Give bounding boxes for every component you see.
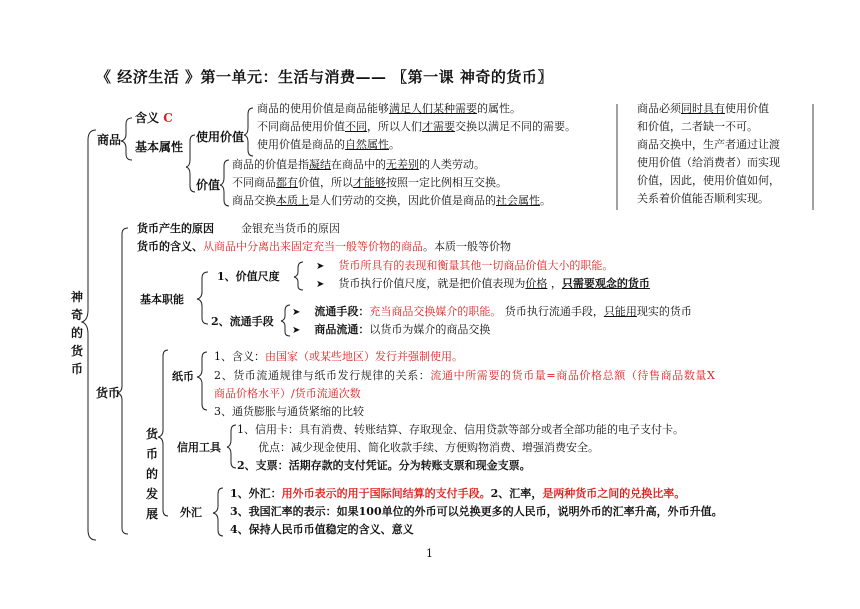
side-note-line-4: 使用价值（给消费者）而实现 <box>637 156 780 169</box>
fx-line-1: 1、外汇：用外币表示的用于国际间结算的支付手段。2、汇率，是两种货币之间的兑换比率。 <box>230 487 686 500</box>
credit-bracket <box>227 425 236 468</box>
origin-label: 货币产生的原因 <box>137 222 214 235</box>
f1-bracket <box>294 262 303 290</box>
jiazhi-bracket <box>220 160 229 206</box>
meaning-label: 货币的含义、 <box>137 240 203 253</box>
hanyi-value: C <box>163 111 173 125</box>
f2-item-2: ➤ 商品流通：以货币为媒介的商品交换 <box>292 323 491 336</box>
side-note-line-1: 商品必须同时具有使用价值 <box>637 102 769 115</box>
dev-label: 货 币 的 发 展 <box>145 427 158 521</box>
hanyi-label: 含义 C <box>135 111 173 125</box>
shiyong-line-1: 商品的使用价值是商品能够满足人们某种需要的属性。 <box>257 102 521 115</box>
shiyong-line-2: 不同商品使用价值不同，所以人们才需要交换以满足不同的需要。 <box>257 120 576 133</box>
meaning-row <box>137 241 511 252</box>
arrow-bullet-icon: ➤ <box>316 261 325 272</box>
jiazhi-line-1: 商品的价值是指凝结在商品中的无差别的人类劳动。 <box>232 158 485 171</box>
credit-line-1: 1、信用卡：具有消费、转账结算、存取现金、信用贷款等部分或者全部功能的电子支付卡。 <box>237 423 684 436</box>
paper-line-3: 商品价格水平）/货币流通次数 <box>214 387 361 400</box>
paper-label: 纸币 <box>172 370 194 383</box>
fx-line-3: 4、保持人民币币值稳定的含义、意义 <box>230 523 414 536</box>
root-bracket <box>82 130 96 540</box>
meaning-essence: 。本质一般等价物 <box>423 240 511 253</box>
jiben-label: 基本属性 <box>135 140 184 154</box>
jiazhi-line-3: 商品交换本质上是人们劳动的交换，因此价值是商品的社会属性。 <box>232 194 551 207</box>
arrow-bullet-icon: ➤ <box>316 279 325 290</box>
credit-line-2: 优点：减少现金使用、简化收款手续、方便购物消费、增强消费安全。 <box>258 441 599 454</box>
origin-value: 金银充当货币的原因 <box>241 222 340 235</box>
shangpin-bracket <box>121 118 132 160</box>
jiazhi-label: 价值 <box>196 178 221 192</box>
root-label: 神 奇 的 货 币 <box>70 290 83 376</box>
fx-line-2: 3、我国汇率的表示：如果100单位的外币可以兑换更多的人民币，说明外币的汇率升高，外币升值。 <box>230 505 723 518</box>
page-title: 《 经济生活 》第一单元：生活与消费—— 〖第一课 神奇的货币〗 <box>96 68 553 86</box>
huobi-bracket <box>117 228 128 534</box>
credit-label: 信用工具 <box>177 441 221 454</box>
fx-label: 外汇 <box>180 506 202 519</box>
dev-bracket <box>158 350 168 516</box>
f2-label: 2、流通手段 <box>211 315 274 328</box>
f1-item-2: ➤ 货币执行价值尺度，就是把价值表现为价格 ，只需要观念的货币 <box>316 277 650 290</box>
jiben-bracket <box>186 135 195 192</box>
shiyong-bracket <box>244 108 253 156</box>
credit-line-3: 2、支票：活期存款的支付凭证。分为转账支票和现金支票。 <box>237 459 531 472</box>
f2-item-1: ➤ 流通手段：充当商品交换媒介的职能。 货币执行流通手段，只能用现实的货币 <box>292 305 692 318</box>
side-note-line-3: 商品交换中，生产者通过让渡 <box>637 138 780 151</box>
arrow-bullet-icon: ➤ <box>292 325 301 336</box>
meaning-definition: 从商品中分离出来固定充当一般等价物的商品 <box>203 240 423 253</box>
page-number: 1 <box>426 547 433 560</box>
f1-label: 1、价值尺度 <box>217 270 280 283</box>
jiazhi-line-2: 不同商品都有价值，所以才能够按照一定比例相互交换。 <box>232 176 507 189</box>
shangpin-label: 商品 <box>97 133 122 147</box>
f2-bracket <box>281 305 290 336</box>
arrow-bullet-icon: ➤ <box>292 307 301 318</box>
shiyong-label: 使用价值 <box>196 130 245 144</box>
paper-line-2: 2、货币流通规律与纸币发行规律的关系：流通中所需要的货币量=商品价格总额（待售商品数量X <box>214 369 716 382</box>
paper-line-4: 3、通货膨胀与通货紧缩的比较 <box>214 405 364 418</box>
functions-bracket <box>197 272 208 324</box>
paper-bracket <box>197 352 207 410</box>
fx-bracket <box>213 488 223 536</box>
f1-item-1: ➤ 货币所具有的表现和衡量其他一切商品价值大小的职能。 <box>316 259 614 272</box>
origin-row <box>137 223 340 234</box>
huobi-label: 货币 <box>96 386 121 400</box>
functions-label: 基本职能 <box>140 293 184 306</box>
side-note-line-2: 和价值，二者缺一不可。 <box>637 120 758 133</box>
paper-line-1: 1、含义：由国家（或某些地区）发行并强制使用。 <box>214 350 463 363</box>
side-note-line-6: 关系着价值能否顺利实现。 <box>637 192 769 205</box>
side-note-line-5: 价值，因此，使用价值如何， <box>637 174 780 187</box>
shiyong-line-3: 使用价值是商品的自然属性。 <box>257 138 400 151</box>
